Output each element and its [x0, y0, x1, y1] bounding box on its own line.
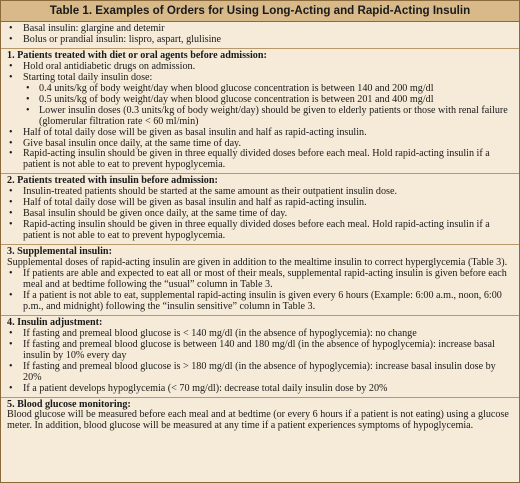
section-1-item: • Give basal insulin once daily, at the same time of day.	[7, 139, 513, 150]
section-3-list	[7, 269, 513, 313]
dose-item: • 0.5 units/kg of body weight/day when blood glucose concentration is between 201 and 400 mg/dl	[7, 95, 513, 106]
dose-item: • Lower insulin doses (0.3 units/kg of body weight/day) should be given to elderly patients or those with renal failure (glomerular filtration rate < 60 ml/min)	[7, 106, 513, 128]
section-4-item: • If fasting and premeal blood glucose is < 140 mg/dl (in the absence of hypoglycemia): no change	[7, 329, 513, 340]
section-5-heading: 5. Blood glucose monitoring:	[7, 398, 131, 410]
divider	[1, 244, 519, 245]
section-1-item: • Starting total daily insulin dose:	[7, 73, 513, 84]
section-2-item: • Rapid-acting insulin should be given in three equally divided doses before each meal. Hold rapid-acting insulin if a patient is not able to eat to prevent hypoglycemia.	[7, 220, 513, 242]
section-1-item: • Hold oral antidiabetic drugs on admission.	[7, 62, 513, 73]
section-3-item: • If a patient is not able to eat, supplemental rapid-acting insulin is given every 6 hours (Example: 6:00 a.m., noon, 6:00 p.m., and midnight) following the “insulin sensitive” column in Table 3.	[7, 291, 513, 313]
section-4-heading: 4. Insulin adjustment:	[7, 316, 103, 328]
section-1-item: • Rapid-acting insulin should be given in three equally divided doses before each meal. Hold rapid-acting insulin if a patient is not able to eat to prevent hypoglycemia.	[7, 149, 513, 171]
intro-item-bolus: • Bolus or prandial insulin: lispro, aspart, glulisine	[7, 35, 513, 46]
section-5-paragraph: Blood glucose will be measured before each meal and at bedtime (or every 6 hours if a patient is not eating) using a glucose meter. In addition, blood glucose will be measured at any time if a patient experiences symptoms of hypoglycemia.	[7, 409, 509, 432]
section-3-item: • If patients are able and expected to eat all or most of their meals, supplemental rapid-acting insulin is given before each meal and at bedtime following the “usual” column in Table 3.	[7, 269, 513, 291]
section-4-item: • If a patient develops hypoglycemia (< 70 mg/dl): decrease total daily insulin dose by 20%	[7, 384, 513, 395]
section-2-list	[7, 187, 513, 242]
section-2-item: • Half of total daily dose will be given as basal insulin and half as rapid-acting insulin.	[7, 198, 513, 209]
divider	[1, 397, 519, 398]
divider	[1, 173, 519, 174]
intro-item-basal: • Basal insulin: glargine and detemir	[7, 24, 513, 35]
section-1-heading: 1. Patients treated with diet or oral agents before admission:	[7, 49, 267, 61]
section-2-heading: 2. Patients treated with insulin before admission:	[7, 175, 218, 187]
section-1-list	[7, 62, 513, 84]
section-4-item: • If fasting and premeal blood glucose is > 180 mg/dl (in the absence of hypoglycemia): increase basal insulin dose by 20%	[7, 362, 513, 384]
divider	[1, 48, 519, 49]
divider	[1, 315, 519, 316]
table-title: Table 1. Examples of Orders for Using Long-Acting and Rapid-Acting Insulin	[1, 1, 519, 22]
section-1-dose-list	[7, 84, 513, 128]
section-3-paragraph: Supplemental doses of rapid-acting insulin are given in addition to the mealtime insulin to correct hyperglycemia (Table 3).	[7, 257, 508, 269]
section-2-item: • Insulin-treated patients should be started at the same amount as their outpatient insulin dose.	[7, 187, 513, 198]
intro-list	[7, 24, 513, 46]
section-4-list	[7, 329, 513, 395]
table-content	[1, 22, 519, 432]
section-2-item: • Basal insulin should be given once daily, at the same time of day.	[7, 209, 513, 220]
section-3-heading: 3. Supplemental insulin:	[7, 246, 112, 258]
section-4-item: • If fasting and premeal blood glucose is between 140 and 180 mg/dl (in the absence of hypoglycemia): increase basal insulin by 10% every day	[7, 340, 513, 362]
section-1-list-continued	[7, 128, 513, 172]
dose-item: • 0.4 units/kg of body weight/day when blood glucose concentration is between 140 and 200 mg/dl	[7, 84, 513, 95]
section-1-item: • Half of total daily dose will be given as basal insulin and half as rapid-acting insulin.	[7, 128, 513, 139]
